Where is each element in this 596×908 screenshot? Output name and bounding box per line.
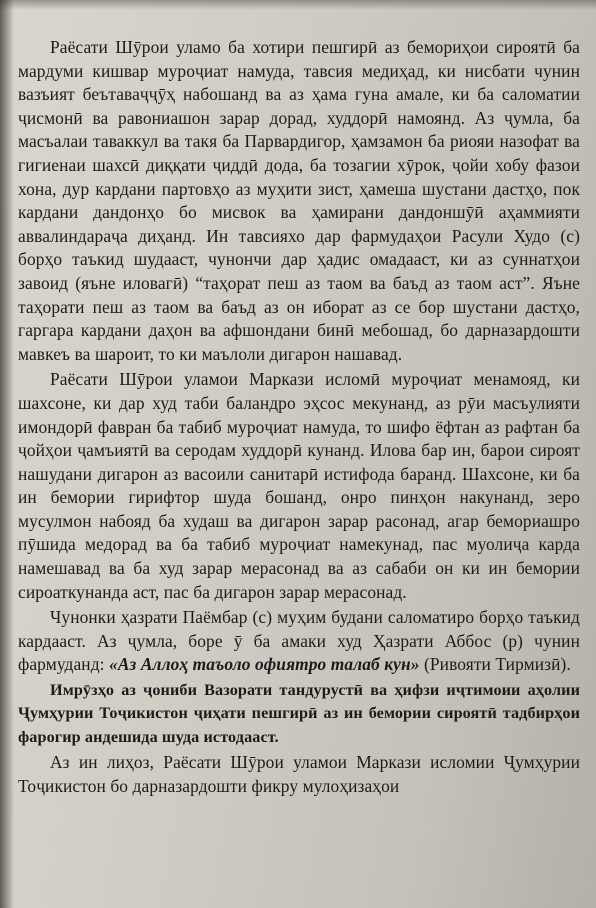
paragraph-2: Раёсати Шӯрои уламои Маркази исломӣ муроҷиат менамояд, ки шахсоне, ки дар худ таби баландро эҳсос мекунанд, аз рӯи масъулияти имондорӣ фавран ба табиб муроҷиат намуда, то шифо ёфтан аз рафтан ба ҷойҳои ҷамъиятӣ ва серодам худдорӣ кунанд. Илова бар ин, барои сироят нашудани дигарон аз васоили санитарӣ истифода баранд. Шахсоне, ки ба ин бемории гирифтор шуда бошанд, онро пинҳон накунанд, зеро мусулмон набояд ба худаш ва дигарон зарар расонад, агар бемориашро пӯшида медорад ва ба табиб муроҷиат намекунад, пас муолиҷа карда намешавад ва ба худ зарар мерасонад ва аз сабаби он ки ин бемории сироаткунанда аст, пас ба дигарон зарар мерасонад. <box>18 369 580 602</box>
paragraph-4: Имрӯзҳо аз ҷониби Вазорати тандурустӣ ва ҳифзи иҷтимоии аҳолии Ҷумҳурии Тоҷикистон ҷиҳати пешгирӣ аз ин бемории сироятӣ тадбирҳои фарогир андешида шуда истодааст. <box>18 681 580 746</box>
paragraph-3 <box>18 606 580 677</box>
paragraph-1: Раёсати Шӯрои уламо ба хотири пешгирӣ аз бемориҳои сироятӣ ба мардуми кишвар муроҷиат намуда, тавсия медиҳад, ки нисбати чунин вазъият беътаваҷҷӯҳ набошанд ва аз ҳама гуна амале, ки ба саломатии ҷисмонӣ ва равониашон зарар дорад, худдорӣ намоянд. Аз ҷумла, ба масъалаи таваккул ва такя ба Парвардигор, ҳамзамон ба риояи назофат ва гигиенаи шахсӣ диққати ҷиддӣ дода, ба тозагии хӯрок, ҷойи хобу фазои хона, дур кардани партовҳо аз муҳити зист, ҳамеша шустани дастҳо, пок кардани дандонҳо бо мисвок ва ҳамирани дандоншӯӣ аҳаммияти аввалиндараҷа диҳанд. Ин тавсияхо дар фармудаҳои Расули Худо (с) борҳо таъкид шудааст, чунончи дар ҳадис омадааст, ки аз суннатҳои завоид (яъне иловагӣ) “таҳорат пеш аз таом ва баъд аз таом аст”. Яъне таҳорати пеш аз таом ва баъд аз он иборат аз се бор шустани дастҳо, гаргара кардани даҳон ва афшондани бинӣ мебошад, бо дарназардошти мавкеъ ва шароит, то ки маълоли дигарон нашавад. <box>18 37 580 364</box>
document-body <box>18 36 580 798</box>
paragraph-3-text-before: Чунонки ҳазрати Паёмбар (с) муҳим будани саломатиро борҳо таъкид кардааст. Аз ҷумла, боре ӯ ба амаки худ Ҳазрати Аббос (р) чунин фармуданд: <box>18 607 580 675</box>
paragraph-5: Аз ин лиҳоз, Раёсати Шӯрои уламои Маркази исломии Ҷумҳурии Тоҷикистон бо дарназардошти фикру мулоҳизаҳои <box>18 752 580 796</box>
hadith-quote: «Аз Аллоҳ таъоло офиятро талаб кун» <box>109 654 420 675</box>
paragraph-3-text-after: (Ривояти Тирмизӣ). <box>419 654 571 675</box>
page-top-shadow <box>0 0 596 10</box>
page-edge-shadow <box>0 0 14 908</box>
